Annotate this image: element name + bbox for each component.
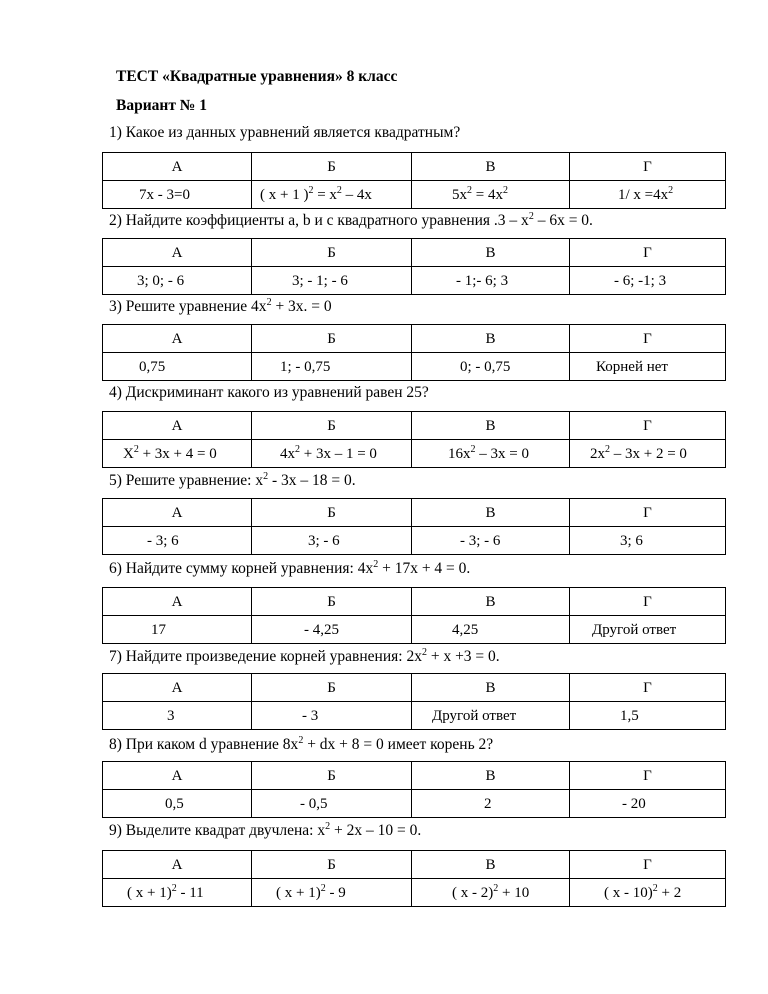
text-run: 2: [484, 795, 492, 812]
superscript: 2: [668, 184, 674, 196]
answer-table: [102, 411, 726, 468]
answer-option: [412, 790, 570, 818]
answer-option: [252, 879, 412, 907]
superscript: 2: [652, 882, 658, 894]
option-letter: Г: [570, 239, 726, 267]
answer-option: [412, 353, 570, 381]
option-letter: В: [412, 239, 570, 267]
option-letter: А: [103, 762, 252, 790]
question-text: [109, 472, 356, 490]
option-letter: Б: [252, 762, 412, 790]
answer-table: [102, 498, 726, 555]
text-run: + 2: [657, 884, 682, 901]
option-letter: А: [103, 412, 252, 440]
variant-heading: Вариант № 1: [116, 97, 208, 114]
text-run: + 17х + 4 = 0.: [378, 560, 471, 577]
text-run: 3; - 6: [308, 532, 340, 549]
text-run: + 3х. = 0: [271, 298, 332, 315]
superscript: 2: [308, 184, 314, 196]
answer-option: [103, 440, 252, 468]
text-run: - 3: [302, 707, 319, 724]
text-run: + dх + 8 = 0 имеет корень 2?: [303, 736, 494, 753]
answer-option: [103, 790, 252, 818]
text-run: 1/ х =4х: [618, 186, 669, 203]
question-text: [109, 124, 460, 142]
text-run: 5) Решите уравнение: х: [109, 472, 264, 489]
text-run: - 6; -1; 3: [614, 272, 667, 289]
answer-row: [103, 181, 726, 209]
text-run: + 3х + 4 = 0: [138, 445, 217, 462]
text-run: 1,5: [620, 707, 639, 724]
superscript: 2: [467, 184, 472, 196]
answer-option: [252, 702, 412, 730]
superscript: 2: [421, 647, 427, 658]
answer-header-row: [103, 412, 726, 440]
question-text: [109, 298, 332, 316]
option-letter: В: [412, 153, 570, 181]
answer-option: [412, 527, 570, 555]
answer-row: [103, 440, 726, 468]
answer-header-row: [103, 674, 726, 702]
text-run: - 3; - 6: [460, 532, 501, 549]
answer-row: [103, 353, 726, 381]
text-run: 3; - 1; - 6: [292, 272, 348, 289]
text-run: – 4х: [341, 186, 372, 203]
option-letter: Б: [252, 412, 412, 440]
option-letter: А: [103, 153, 252, 181]
superscript: 2: [502, 184, 508, 196]
option-letter: А: [103, 851, 252, 879]
superscript: 2: [171, 882, 177, 894]
text-run: 3; 0; - 6: [137, 272, 185, 289]
answer-table: [102, 850, 726, 907]
text-run: - 1;- 6; 3: [456, 272, 509, 289]
answer-row: [103, 879, 726, 907]
superscript: 2: [528, 211, 534, 222]
answer-option: [570, 353, 726, 381]
text-run: - 11: [176, 884, 204, 901]
text-run: 8) При каком d уравнение 8х: [109, 736, 299, 753]
answer-table: [102, 238, 726, 295]
answer-option: [570, 181, 726, 209]
text-run: 2) Найдите коэффициенты а, b и с квадратного уравнения .3 – х: [109, 212, 529, 229]
answer-table: [102, 587, 726, 644]
text-run: 16х: [448, 445, 471, 462]
text-run: ( х - 10): [604, 884, 653, 901]
answer-header-row: [103, 153, 726, 181]
text-run: 4,25: [452, 621, 479, 638]
text-run: 5х: [452, 186, 467, 203]
option-letter: Б: [252, 499, 412, 527]
answer-table: [102, 761, 726, 818]
option-letter: В: [412, 325, 570, 353]
text-run: 3: [167, 707, 175, 724]
answer-row: [103, 702, 726, 730]
question-text: [109, 648, 500, 666]
text-run: ( х + 1 ): [260, 186, 309, 203]
text-run: + х +3 = 0.: [426, 648, 500, 665]
text-run: – 6х = 0.: [533, 212, 593, 229]
text-run: Другой ответ: [432, 707, 517, 724]
answer-option: [252, 527, 412, 555]
answer-header-row: [103, 762, 726, 790]
answer-option: [570, 616, 726, 644]
option-letter: Г: [570, 851, 726, 879]
text-run: 3; 6: [620, 532, 643, 549]
answer-header-row: [103, 851, 726, 879]
answer-option: [252, 353, 412, 381]
option-letter: В: [412, 588, 570, 616]
answer-option: [412, 616, 570, 644]
option-letter: В: [412, 762, 570, 790]
superscript: 2: [336, 184, 342, 196]
text-run: - 3; 6: [147, 532, 179, 549]
answer-option: [570, 879, 726, 907]
option-letter: В: [412, 412, 570, 440]
text-run: 0,75: [139, 358, 166, 375]
option-letter: В: [412, 499, 570, 527]
option-letter: Б: [252, 153, 412, 181]
answer-header-row: [103, 499, 726, 527]
superscript: 2: [470, 443, 476, 455]
option-letter: Г: [570, 499, 726, 527]
answer-option: [252, 267, 412, 295]
option-letter: В: [412, 851, 570, 879]
text-run: 7х - 3=0: [139, 186, 190, 203]
option-letter: Б: [252, 851, 412, 879]
text-run: 6) Найдите сумму корней уравнения: 4х: [109, 560, 374, 577]
superscript: 2: [493, 882, 499, 894]
answer-option: [252, 790, 412, 818]
answer-header-row: [103, 325, 726, 353]
answer-option: [103, 181, 252, 209]
question-text: [109, 822, 421, 840]
answer-table: [102, 673, 726, 730]
answer-option: [103, 527, 252, 555]
superscript: 2: [325, 821, 331, 832]
superscript: 2: [295, 443, 300, 455]
text-run: ( х - 2): [452, 884, 494, 901]
superscript: 2: [298, 735, 304, 746]
answer-option: [412, 879, 570, 907]
answer-row: [103, 616, 726, 644]
text-run: 0,5: [165, 795, 184, 812]
answer-option: [252, 616, 412, 644]
question-text: [109, 212, 593, 230]
option-letter: Б: [252, 588, 412, 616]
text-run: - 9: [325, 884, 346, 901]
text-run: 7) Найдите произведение корней уравнения: 2х: [109, 648, 422, 665]
answer-table: [102, 324, 726, 381]
text-run: 3) Решите уравнение 4х: [109, 298, 267, 315]
text-run: ( х + 1): [127, 884, 172, 901]
answer-row: [103, 527, 726, 555]
text-run: 2х: [590, 445, 605, 462]
text-run: + 10: [498, 884, 530, 901]
question-text: [109, 736, 493, 754]
answer-option: [412, 181, 570, 209]
text-run: Х: [123, 445, 134, 462]
answer-option: [252, 440, 412, 468]
answer-option: [103, 616, 252, 644]
text-run: = 4х: [472, 186, 503, 203]
answer-option: [103, 353, 252, 381]
option-letter: Г: [570, 153, 726, 181]
text-run: - 0,5: [300, 795, 328, 812]
answer-option: [103, 267, 252, 295]
text-run: + 3х – 1 = 0: [300, 445, 377, 462]
answer-option: [570, 440, 726, 468]
text-run: – 3х + 2 = 0: [610, 445, 687, 462]
text-run: Другой ответ: [592, 621, 677, 638]
superscript: 2: [320, 882, 326, 894]
option-letter: В: [412, 674, 570, 702]
answer-option: [570, 790, 726, 818]
superscript: 2: [605, 443, 610, 455]
text-run: ( х + 1): [276, 884, 321, 901]
option-letter: Г: [570, 674, 726, 702]
option-letter: А: [103, 239, 252, 267]
text-run: - 20: [622, 795, 646, 812]
option-letter: Г: [570, 762, 726, 790]
superscript: 2: [263, 471, 269, 482]
answer-option: [103, 702, 252, 730]
option-letter: Б: [252, 239, 412, 267]
option-letter: Г: [570, 588, 726, 616]
text-run: – 3х = 0: [475, 445, 529, 462]
answer-option: [570, 527, 726, 555]
option-letter: Г: [570, 412, 726, 440]
superscript: 2: [373, 559, 379, 570]
question-text: [109, 560, 470, 578]
answer-option: [412, 267, 570, 295]
option-letter: Г: [570, 325, 726, 353]
option-letter: А: [103, 499, 252, 527]
answer-row: [103, 790, 726, 818]
option-letter: Б: [252, 325, 412, 353]
text-run: 1; - 0,75: [280, 358, 331, 375]
superscript: 2: [133, 443, 139, 455]
answer-table: [102, 152, 726, 209]
text-run: 17: [151, 621, 166, 638]
answer-option: [412, 440, 570, 468]
question-text: [109, 384, 429, 402]
answer-header-row: [103, 239, 726, 267]
answer-option: [570, 702, 726, 730]
text-run: = х: [313, 186, 337, 203]
answer-option: [103, 879, 252, 907]
answer-row: [103, 267, 726, 295]
text-run: Корней нет: [596, 358, 668, 375]
answer-header-row: [103, 588, 726, 616]
text-run: 4х: [280, 445, 295, 462]
option-letter: Б: [252, 674, 412, 702]
text-run: 9) Выделите квадрат двучлена: х: [109, 822, 326, 839]
option-letter: А: [103, 674, 252, 702]
superscript: 2: [266, 297, 272, 308]
answer-option: [252, 181, 412, 209]
text-run: 4) Дискриминант какого из уравнений равен 25?: [109, 384, 429, 401]
text-run: + 2х – 10 = 0.: [330, 822, 422, 839]
text-run: 0; - 0,75: [460, 358, 511, 375]
text-run: 1) Какое из данных уравнений является квадратным?: [109, 124, 461, 141]
page-title: ТЕСТ «Квадратные уравнения» 8 класс: [116, 68, 398, 85]
answer-option: [570, 267, 726, 295]
answer-option: [412, 702, 570, 730]
option-letter: А: [103, 325, 252, 353]
text-run: - 3х – 18 = 0.: [268, 472, 356, 489]
option-letter: А: [103, 588, 252, 616]
text-run: - 4,25: [304, 621, 339, 638]
